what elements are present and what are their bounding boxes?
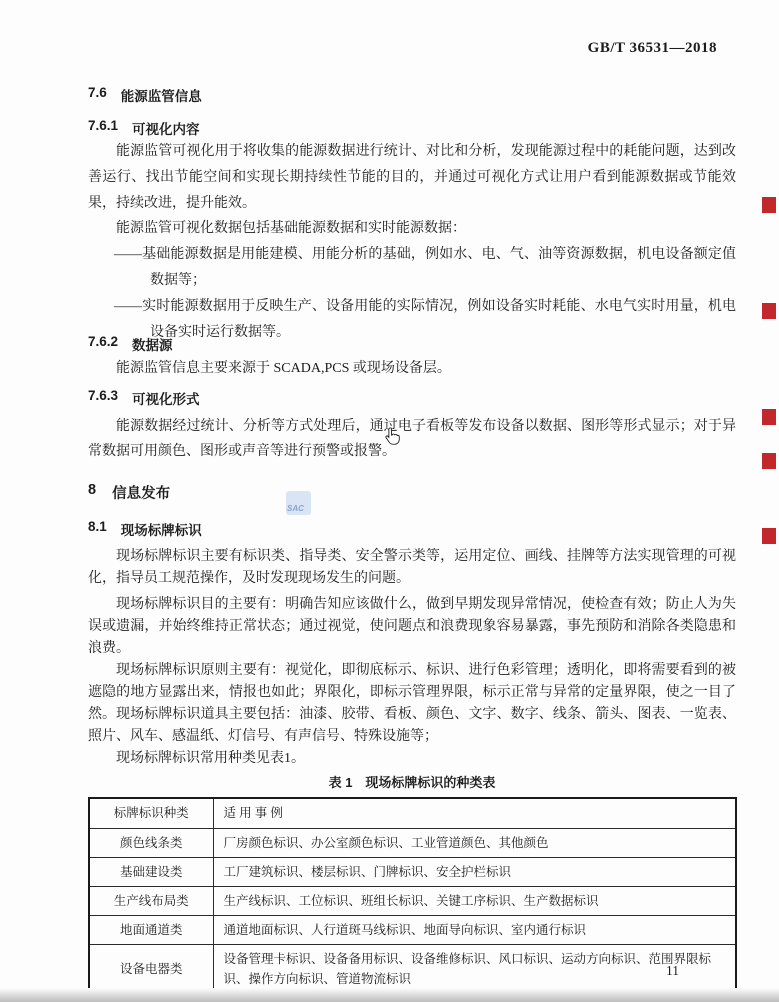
- red-margin-mark: [762, 197, 776, 213]
- heading-7-6-1: [88, 118, 200, 138]
- paragraph-763: 能源数据经过统计、分析等方式处理后，通过电子看板等发布设备以数据、图形等形式显示；对于异常数据可用颜色、图形或声音等进行预警或报警。: [88, 419, 736, 459]
- table-cell-category: 设备电器类: [89, 944, 213, 994]
- table-row: [89, 915, 736, 944]
- table-header-examples: 适 用 事 例: [213, 798, 736, 828]
- heading-title: 能源监管信息: [120, 89, 202, 104]
- paragraph-761-intro: 能源监管可视化用于将收集的能源数据进行统计、对比和分析，发现能源过程中的耗能问题，达到改善运行、找出节能空间和实现长期持续性节能的目的，并通过可视化方式让用户看到能源数据或节能效果，持续改进，提升能效。: [88, 144, 736, 211]
- table-row: [89, 944, 736, 994]
- table-cell-examples: 设备管理卡标识、设备备用标识、设备维修标识、风口标识、运动方向标识、范围界限标识、操作方向标识、管道物流标识: [213, 944, 736, 994]
- table-row: [89, 886, 736, 915]
- list-item-realtime-energy-data: ——实时能源数据用于反映生产、设备用能的实际情况，例如设备实时耗能、水电气实时用量，机电设备实时运行数据等。: [114, 299, 736, 340]
- table-cell-category: 地面通道类: [89, 915, 213, 944]
- table-header-category: 标牌标识种类: [89, 798, 213, 828]
- heading-7-6-3: [88, 388, 200, 408]
- paragraph-762: 能源监管信息主要来源于 SCADA,PCS 或现场设备层。: [116, 361, 451, 376]
- heading-number: 8.1: [88, 519, 107, 534]
- heading-number: 7.6: [88, 85, 107, 100]
- heading-title: 信息发布: [112, 486, 171, 502]
- table-row: [89, 828, 736, 857]
- heading-title: 可视化内容: [132, 122, 200, 137]
- doc-number: GB/T 36531—2018: [587, 40, 717, 56]
- table-header-row: [89, 798, 736, 828]
- heading-7-6-2: [88, 334, 173, 354]
- paragraph-81-1: 现场标牌标识主要有标识类、指导类、安全警示类等，运用定位、画线、挂牌等方法实现管理的可视化，指导员工规范操作，及时发现现场发生的问题。: [88, 549, 736, 586]
- paragraph-81-4: 现场标牌标识道具主要包括：油漆、胶带、看板、颜色、文字、数字、线条、箭头、图表、一览表、照片、风车、感温纸、灯信号、有声信号、特殊设施等；: [88, 707, 736, 744]
- heading-7-6: [88, 85, 202, 105]
- sac-watermark: [286, 491, 311, 515]
- list-item-basic-energy-data: ——基础能源数据是用能建模、用能分析的基础，例如水、电、气、油等资源数据，机电设备额定值数据等；: [114, 247, 736, 288]
- table-cell-examples: 工厂建筑标识、楼层标识、门牌标识、安全护栏标识: [213, 857, 736, 886]
- heading-number: 7.6.3: [88, 388, 119, 403]
- heading-number: 7.6.2: [88, 334, 119, 349]
- heading-title: 可视化形式: [132, 392, 200, 407]
- heading-number: 7.6.1: [88, 118, 119, 133]
- red-margin-mark: [762, 303, 776, 319]
- page-number: 11: [666, 963, 679, 978]
- sac-watermark-label: SAC: [287, 504, 304, 513]
- heading-title: 现场标牌标识: [120, 523, 202, 538]
- table-cell-category: 基础建设类: [89, 857, 213, 886]
- heading-8-1: [88, 519, 202, 539]
- paragraph-81-2: 现场标牌标识目的主要有：明确告知应该做什么，做到早期发现异常情况，使检查有效；防止人为失误或遗漏，并始终维持正常状态；通过视觉，使问题点和浪费现象容易暴露，事先预防和消除各类隐患和浪费。: [88, 597, 736, 656]
- heading-8: [88, 482, 170, 503]
- table-cell-examples: 生产线标识、工位标识、班组长标识、关键工序标识、生产数据标识: [213, 886, 736, 915]
- red-margin-mark: [762, 453, 776, 469]
- table-row: [89, 857, 736, 886]
- table-caption: 表 1 现场标牌标识的种类表: [328, 775, 496, 790]
- paragraph-81-5: 现场标牌标识常用种类见表1。: [116, 751, 305, 766]
- red-margin-mark: [762, 409, 776, 425]
- paragraph-761-list-lead: 能源监管可视化数据包括基础能源数据和实时能源数据：: [116, 221, 466, 236]
- red-margin-mark: [762, 528, 776, 544]
- table-cell-examples: 通道地面标识、人行道斑马线标识、地面导向标识、室内通行标识: [213, 915, 736, 944]
- table-cell-category: 生产线布局类: [89, 886, 213, 915]
- heading-title: 数据源: [132, 338, 173, 353]
- page-bottom-shadow: [0, 988, 779, 1002]
- paragraph-81-3: 现场标牌标识原则主要有：视觉化，即彻底标示、标识、进行色彩管理；透明化，即将需要看到的被遮隐的地方显露出来，情报也如此；界限化，即标示管理界限，标示正常与异常的定量界限，使之一目了然。: [88, 663, 736, 722]
- table-cell-category: 颜色线条类: [89, 828, 213, 857]
- hand-cursor-icon: [384, 426, 403, 450]
- heading-number: 8: [88, 482, 97, 498]
- sign-types-table: [88, 797, 737, 995]
- table-cell-examples: 厂房颜色标识、办公室颜色标识、工业管道颜色、其他颜色: [213, 828, 736, 857]
